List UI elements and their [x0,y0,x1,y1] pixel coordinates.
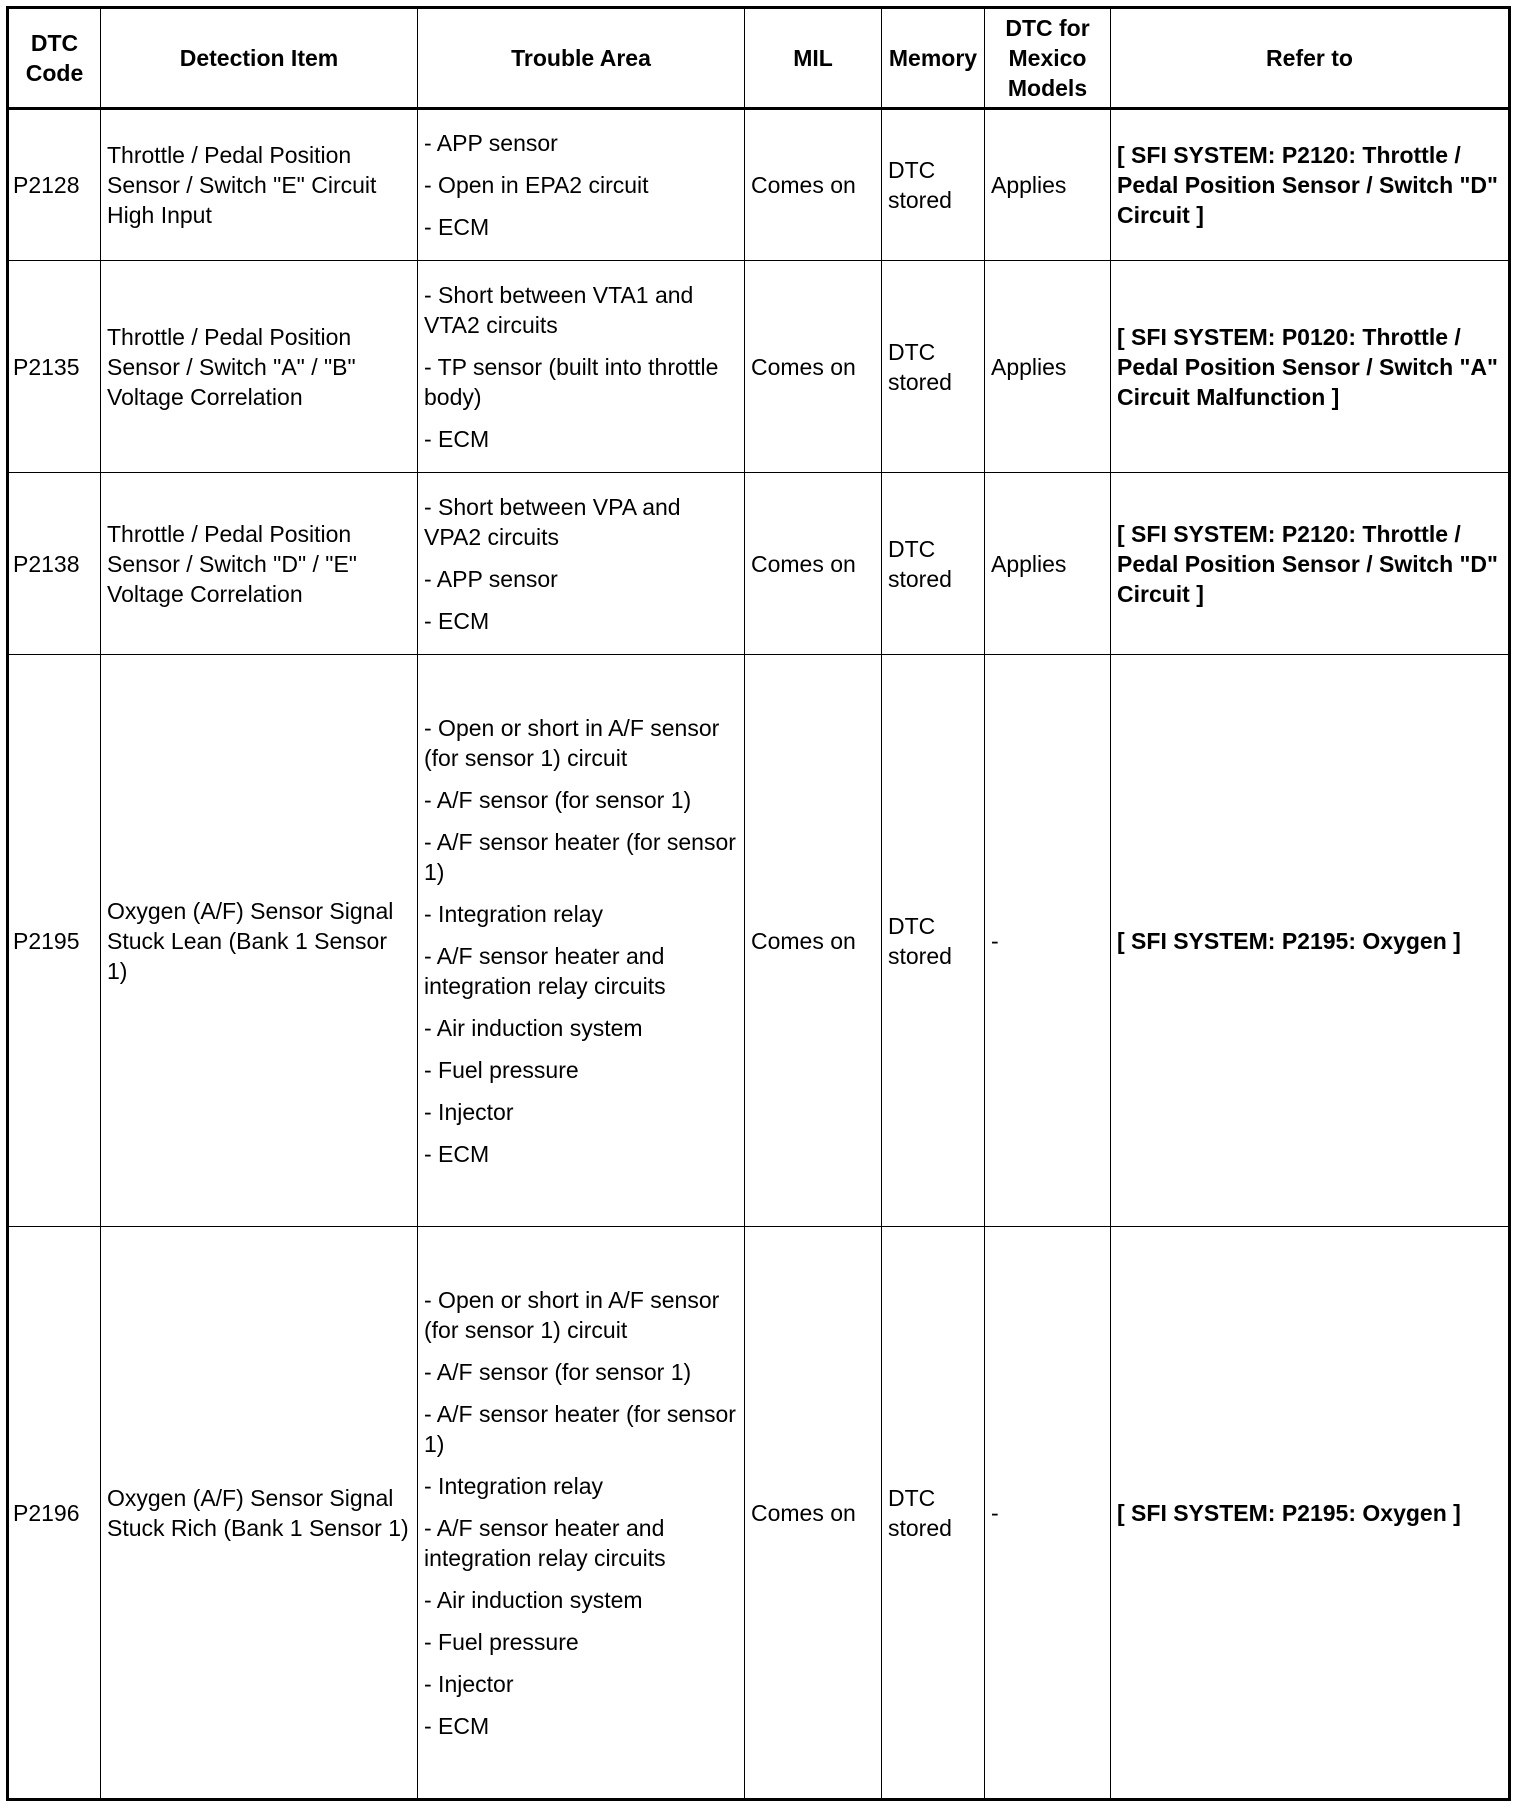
trouble-area-item: - Fuel pressure [424,1628,579,1655]
trouble-area-item: - Fuel pressure [424,1056,579,1083]
header-dtc-code: DTC Code [8,8,101,109]
trouble-area-item: - A/F sensor heater (for sensor 1) [424,828,736,885]
mexico-cell: - [985,1227,1111,1800]
trouble-area-item: - Integration relay [424,900,603,927]
trouble-area-item: - Short between VPA and VPA2 circuits [424,493,681,550]
trouble-area-cell [418,655,745,1227]
mil-cell: Comes on [745,655,882,1227]
memory-cell: DTC stored [882,473,985,655]
header-detection-item: Detection Item [101,8,418,109]
mil-cell: Comes on [745,109,882,261]
trouble-area-cell [418,261,745,473]
dtc-code-cell: P2138 [8,473,101,655]
memory-cell: DTC stored [882,109,985,261]
mil-cell: Comes on [745,1227,882,1800]
trouble-area-item: - A/F sensor (for sensor 1) [424,786,692,813]
dtc-code-cell: P2196 [8,1227,101,1800]
table-row [8,109,1510,261]
refer-to-link[interactable]: [ SFI SYSTEM: P2120: Throttle / Pedal Position Sensor / Switch "D" Circuit ] [1111,473,1510,655]
refer-to-link[interactable]: [ SFI SYSTEM: P2120: Throttle / Pedal Position Sensor / Switch "D" Circuit ] [1111,109,1510,261]
mil-cell: Comes on [745,261,882,473]
detection-item-cell: Throttle / Pedal Position Sensor / Switch "D" / "E" Voltage Correlation [101,473,418,655]
header-row [8,8,1510,109]
trouble-area-item: - APP sensor [424,130,558,156]
refer-to-link[interactable]: [ SFI SYSTEM: P0120: Throttle / Pedal Position Sensor / Switch "A" Circuit Malfunction ] [1111,261,1510,473]
table-row [8,1227,1510,1800]
trouble-area-cell [418,473,745,655]
table-row [8,261,1510,473]
header-trouble-area: Trouble Area [418,8,745,109]
trouble-area-item: - Short between VTA1 and VTA2 circuits [424,281,694,338]
trouble-area-item: - Integration relay [424,1472,603,1499]
trouble-area-item: - Open in EPA2 circuit [424,172,649,198]
header-refer-to: Refer to [1111,8,1510,109]
mexico-cell: Applies [985,261,1111,473]
detection-item-cell: Throttle / Pedal Position Sensor / Switch "A" / "B" Voltage Correlation [101,261,418,473]
trouble-area-list [424,1285,738,1741]
memory-cell: DTC stored [882,1227,985,1800]
table-row [8,473,1510,655]
detection-item-cell: Throttle / Pedal Position Sensor / Switch "E" Circuit High Input [101,109,418,261]
detection-item-cell: Oxygen (A/F) Sensor Signal Stuck Rich (Bank 1 Sensor 1) [101,1227,418,1800]
trouble-area-cell [418,1227,745,1800]
header-mil: MIL [745,8,882,109]
trouble-area-item: - ECM [424,1712,490,1739]
trouble-area-list [424,492,738,636]
trouble-area-item: - ECM [424,607,490,634]
trouble-area-item: - ECM [424,425,490,452]
trouble-area-list [424,128,738,242]
header-dtc-mexico: DTC for Mexico Models [985,8,1111,109]
dtc-code-cell: P2128 [8,109,101,261]
trouble-area-item: - Injector [424,1670,514,1697]
trouble-area-item: - ECM [424,214,490,240]
mexico-cell: - [985,655,1111,1227]
dtc-code-cell: P2195 [8,655,101,1227]
trouble-area-item: - A/F sensor heater and integration relay circuits [424,942,666,999]
trouble-area-item: - Open or short in A/F sensor (for sensor 1) circuit [424,1286,720,1343]
refer-to-link[interactable]: [ SFI SYSTEM: P2195: Oxygen ] [1111,655,1510,1227]
trouble-area-item: - Injector [424,1098,514,1125]
dtc-code-cell: P2135 [8,261,101,473]
trouble-area-cell [418,109,745,261]
trouble-area-item: - A/F sensor heater (for sensor 1) [424,1400,736,1457]
trouble-area-item: - Open or short in A/F sensor (for sensor 1) circuit [424,714,720,771]
trouble-area-item: - A/F sensor (for sensor 1) [424,1358,692,1385]
header-memory: Memory [882,8,985,109]
mexico-cell: Applies [985,473,1111,655]
memory-cell: DTC stored [882,261,985,473]
mexico-cell: Applies [985,109,1111,261]
memory-cell: DTC stored [882,655,985,1227]
table-row [8,655,1510,1227]
trouble-area-item: - A/F sensor heater and integration relay circuits [424,1514,666,1571]
detection-item-cell: Oxygen (A/F) Sensor Signal Stuck Lean (Bank 1 Sensor 1) [101,655,418,1227]
trouble-area-item: - ECM [424,1140,490,1167]
trouble-area-list [424,280,738,454]
trouble-area-item: - Air induction system [424,1586,643,1613]
mil-cell: Comes on [745,473,882,655]
dtc-table [6,6,1511,1801]
trouble-area-list [424,713,738,1169]
trouble-area-item: - APP sensor [424,565,558,592]
trouble-area-item: - TP sensor (built into throttle body) [424,353,719,410]
refer-to-link[interactable]: [ SFI SYSTEM: P2195: Oxygen ] [1111,1227,1510,1800]
trouble-area-item: - Air induction system [424,1014,643,1041]
